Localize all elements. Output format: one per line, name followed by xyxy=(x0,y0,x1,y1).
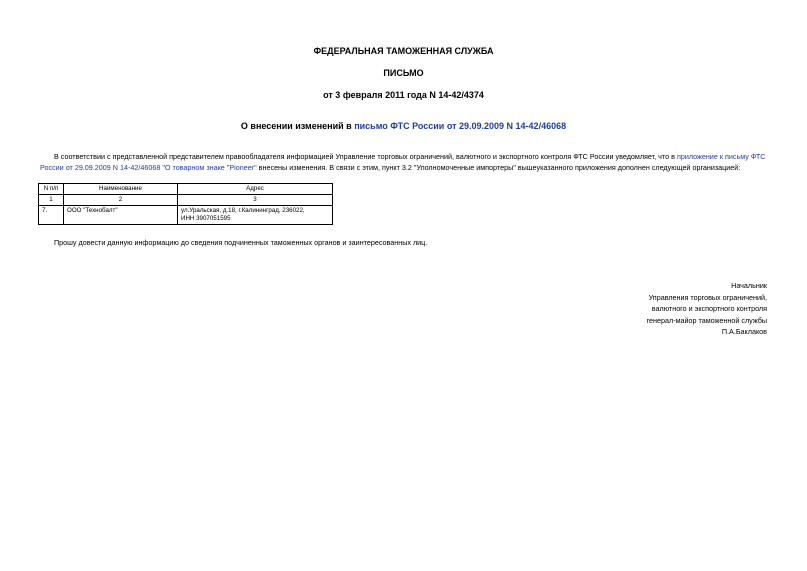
signature-block xyxy=(647,280,767,338)
main-paragraph-text-b: внесены изменения. В связи с этим, пункт 3.2 "Уполномоченные импортеры" вышеуказанного приложения дополнен следующей организацией: xyxy=(256,163,741,172)
document-type: ПИСЬМО xyxy=(383,68,424,78)
importers-table xyxy=(38,183,333,225)
document-date: от 3 февраля 2011 года N 14-42/4374 xyxy=(323,90,484,100)
table-cell: 1 xyxy=(39,195,64,206)
signature-rank: генерал-майор таможенной службы xyxy=(646,315,767,325)
signature-department: Управления торговых ограничений, xyxy=(648,292,767,302)
annex-link[interactable]: приложение к письму ФТС России от 29.09.2009 N 14-42/46068 "О товарном знаке "Pioneer" xyxy=(40,152,766,172)
signature-position: Начальник xyxy=(731,281,767,290)
document-subject xyxy=(0,121,807,132)
address-line: ул.Уральская, д.18, г.Калининград, 236022, xyxy=(181,207,305,214)
table-cell-name: ООО "Технобалт" xyxy=(64,206,178,225)
table-row xyxy=(39,206,333,225)
table-cell: 3 xyxy=(178,195,333,206)
signature-department-cont: валютного и экспортного контроля xyxy=(651,304,767,313)
subject-referenced-letter-link[interactable]: письмо ФТС России от 29.09.2009 N 14-42/46068 xyxy=(354,121,567,131)
table-cell-number: 7. xyxy=(39,206,64,225)
table-header-address: Адрес xyxy=(178,184,333,195)
main-paragraph-text-a: В соответствии с представленной представителем правообладателя информацией Управление торговых ограничений, валютного и экспортного контроля ФТС России уведомляет, что в xyxy=(54,152,677,161)
table-header-row xyxy=(39,184,333,195)
signature-name: П.А.Баклаков xyxy=(721,327,767,336)
issuing-organization: ФЕДЕРАЛЬНАЯ ТАМОЖЕННАЯ СЛУЖБА xyxy=(313,46,494,56)
subject-prefix: О внесении изменений в xyxy=(240,121,355,131)
closing-paragraph: Прошу довести данную информацию до сведения подчиненных таможенных органов и заинтересованных лиц. xyxy=(54,238,428,247)
table-cell-address xyxy=(178,206,333,225)
tax-id-line: ИНН 3907051595 xyxy=(181,215,231,222)
table-numbering-row xyxy=(39,195,333,206)
table-cell: 2 xyxy=(64,195,178,206)
table-header-number: N п/п xyxy=(39,184,64,195)
main-paragraph xyxy=(40,151,780,173)
table-header-name: Наименование xyxy=(64,184,178,195)
